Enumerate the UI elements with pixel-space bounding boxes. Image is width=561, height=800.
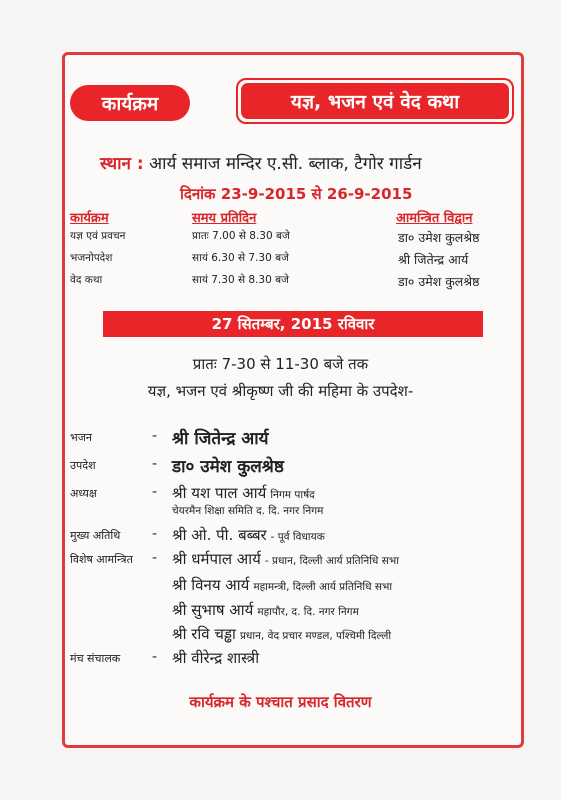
role-name: श्री रवि चड्ढा प्रधान, वेद प्रचार मण्डल, पश्चिमी दिल्ली xyxy=(172,625,392,643)
role-label: उपदेश xyxy=(70,459,96,472)
role-label: भजन xyxy=(70,431,92,444)
date-range: दिनांक 23-9-2015 से 26-9-2015 xyxy=(180,185,413,203)
role-designation: प्रधान, वेद प्रचार मण्डल, पश्चिमी दिल्ली xyxy=(239,630,392,642)
role-label: विशेष आमन्त्रित xyxy=(70,553,133,566)
venue-value: आर्य समाज मन्दिर ए.सी. ब्लाक, टैगोर गार्डन xyxy=(149,154,422,174)
schedule-guest: श्री जितेन्द्र आर्य xyxy=(398,252,469,267)
role-designation: - प्रधान, दिल्ली आर्य प्रतिनिधि सभा xyxy=(264,555,399,567)
schedule-program: वेद कथा xyxy=(70,274,103,286)
role-dash: - xyxy=(152,526,158,542)
special-date-banner: 27 सितम्बर, 2015 रविवार xyxy=(103,311,483,337)
role-dash: - xyxy=(152,456,158,472)
role-dash: - xyxy=(152,428,158,444)
role-label: अध्यक्ष xyxy=(70,487,97,500)
schedule-program: यज्ञ एवं प्रवचन xyxy=(70,230,126,242)
schedule-header-program: कार्यक्रम xyxy=(70,211,109,226)
role-designation: महापौर, द. दि. नगर निगम xyxy=(257,606,359,618)
role-dash: - xyxy=(152,484,158,500)
role-dash: - xyxy=(152,550,158,566)
role-name: श्री सुभाष आर्य महापौर, द. दि. नगर निगम xyxy=(172,601,359,619)
schedule-guest: डा० उमेश कुलश्रेष्ठ xyxy=(398,230,480,245)
venue-label: स्थान : xyxy=(100,154,144,174)
venue-line xyxy=(100,151,422,174)
role-name: श्री धर्मपाल आर्य - प्रधान, दिल्ली आर्य प्रतिनिधि सभा xyxy=(172,550,399,568)
role-subtitle: चेयरमैन शिक्षा समिति द. दि. नगर निगम xyxy=(172,505,324,517)
schedule-time: सायं 6.30 से 7.30 बजे xyxy=(192,252,289,264)
role-name: श्री जितेन्द्र आर्य xyxy=(172,429,269,449)
role-label: मुख्य अतिथि xyxy=(70,529,121,542)
schedule-program: भजनोपदेश xyxy=(70,252,113,264)
role-name: श्री यश पाल आर्य निगम पार्षद xyxy=(172,484,315,502)
role-name: डा० उमेश कुलश्रेष्ठ xyxy=(172,457,284,477)
title-box xyxy=(236,78,514,124)
role-name: श्री ओ. पी. बब्बर - पूर्व विधायक xyxy=(172,526,325,544)
footer-note: कार्यक्रम के पश्चात प्रसाद वितरण xyxy=(189,693,372,711)
role-label: मंच संचालक xyxy=(70,652,121,665)
schedule-time: प्रातः 7.00 से 8.30 बजे xyxy=(192,230,290,242)
role-designation: निगम पार्षद xyxy=(270,489,315,501)
role-designation: महामन्त्री, दिल्ली आर्य प्रतिनिधि सभा xyxy=(253,581,393,593)
role-name: श्री विनय आर्य महामन्त्री, दिल्ली आर्य प्रतिनिधि सभा xyxy=(172,576,393,594)
schedule-guest: डा० उमेश कुलश्रेष्ठ xyxy=(398,274,480,289)
special-time: प्रातः 7-30 से 11-30 बजे तक xyxy=(192,355,369,373)
schedule-time: सायं 7.30 से 8.30 बजे xyxy=(192,274,289,286)
schedule-header-guest: आमन्त्रित विद्वान xyxy=(396,211,473,226)
role-dash: - xyxy=(152,649,158,665)
role-designation: - पूर्व विधायक xyxy=(270,531,325,543)
event-title: यज्ञ, भजन एवं वेद कथा xyxy=(241,83,509,119)
schedule-header-time: समय प्रतिदिन xyxy=(192,211,257,226)
role-name: श्री वीरेन्द्र शास्त्री xyxy=(172,649,260,667)
program-pill: कार्यक्रम xyxy=(70,85,190,121)
special-topic: यज्ञ, भजन एवं श्रीकृष्ण जी की महिमा के उपदेश- xyxy=(147,382,414,400)
